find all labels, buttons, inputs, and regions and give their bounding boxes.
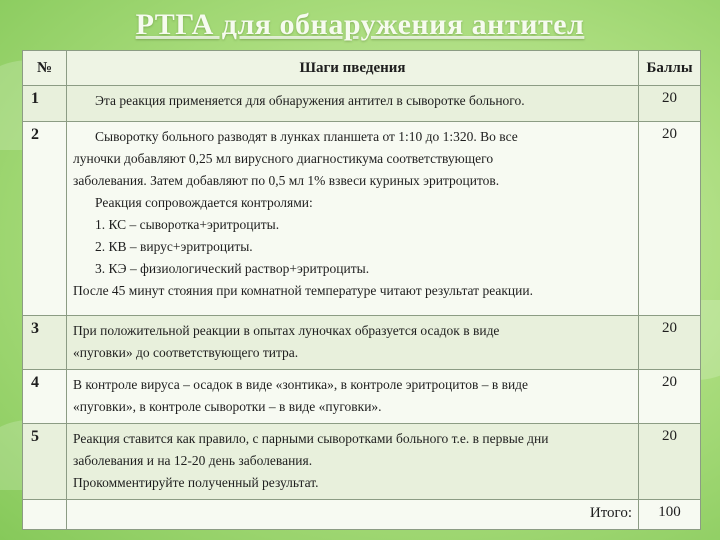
step-line: Эта реакция применяется для обнаружения антител в сыворотке больного. [95, 93, 525, 108]
table-row [23, 370, 701, 424]
step-line: заболевания и на 12-20 день заболевания. [73, 453, 313, 468]
step-line: В контроле вируса – осадок в виде «зонтика», в контроле эритроцитов – в виде [73, 377, 529, 392]
step-line: Прокомментируйте полученный результат. [73, 475, 319, 490]
step-line: заболевания. Затем добавляют по 0,5 мл 1% взвеси куриных эритроцитов. [73, 173, 500, 188]
column-header-steps: Шаги пведения [67, 51, 639, 86]
row-step-text [67, 122, 639, 316]
row-score: 20 [639, 424, 701, 500]
total-number-cell [23, 500, 67, 530]
row-step-text [67, 316, 639, 370]
steps-table [22, 50, 701, 530]
step-line: «пуговки» до соответствующего титра. [73, 345, 299, 360]
step-line: 3. КЭ – физиологический раствор+эритроциты. [95, 261, 370, 276]
step-line: Реакция сопровождается контролями: [95, 195, 313, 210]
row-step-text [67, 424, 639, 500]
step-line: Сыворотку больного разводят в лунках планшета от 1:10 до 1:320. Во все [95, 129, 518, 144]
table-row [23, 424, 701, 500]
column-header-score: Баллы [639, 51, 701, 86]
row-score: 20 [639, 122, 701, 316]
row-score: 20 [639, 316, 701, 370]
table-row [23, 122, 701, 316]
column-header-number: № [23, 51, 67, 86]
total-row [23, 500, 701, 530]
row-step-text [67, 86, 639, 122]
row-number: 5 [23, 424, 67, 500]
row-number: 1 [23, 86, 67, 122]
row-number: 4 [23, 370, 67, 424]
table-row [23, 86, 701, 122]
step-line: «пуговки», в контроле сыворотки – в виде «пуговки». [73, 399, 382, 414]
row-score: 20 [639, 86, 701, 122]
step-line: луночки добавляют 0,25 мл вирусного диагностикума соответствующего [73, 151, 494, 166]
table-header-row [23, 51, 701, 86]
table-row [23, 316, 701, 370]
step-line: При положительной реакции в опытах луночках образуется осадок в виде [73, 323, 500, 338]
total-score: 100 [639, 500, 701, 530]
step-line: 1. КС – сыворотка+эритроциты. [95, 217, 280, 232]
step-line: 2. КВ – вирус+эритроциты. [95, 239, 253, 254]
page-title: РТГА для обнаружения антител [135, 8, 585, 41]
total-label: Итого: [67, 500, 639, 530]
row-number: 2 [23, 122, 67, 316]
row-score: 20 [639, 370, 701, 424]
row-step-text [67, 370, 639, 424]
row-number: 3 [23, 316, 67, 370]
step-line: После 45 минут стояния при комнатной температуре читают результат реакции. [73, 283, 533, 298]
step-line: Реакция ставится как правило, с парными сыворотками больного т.е. в первые дни [73, 431, 549, 446]
